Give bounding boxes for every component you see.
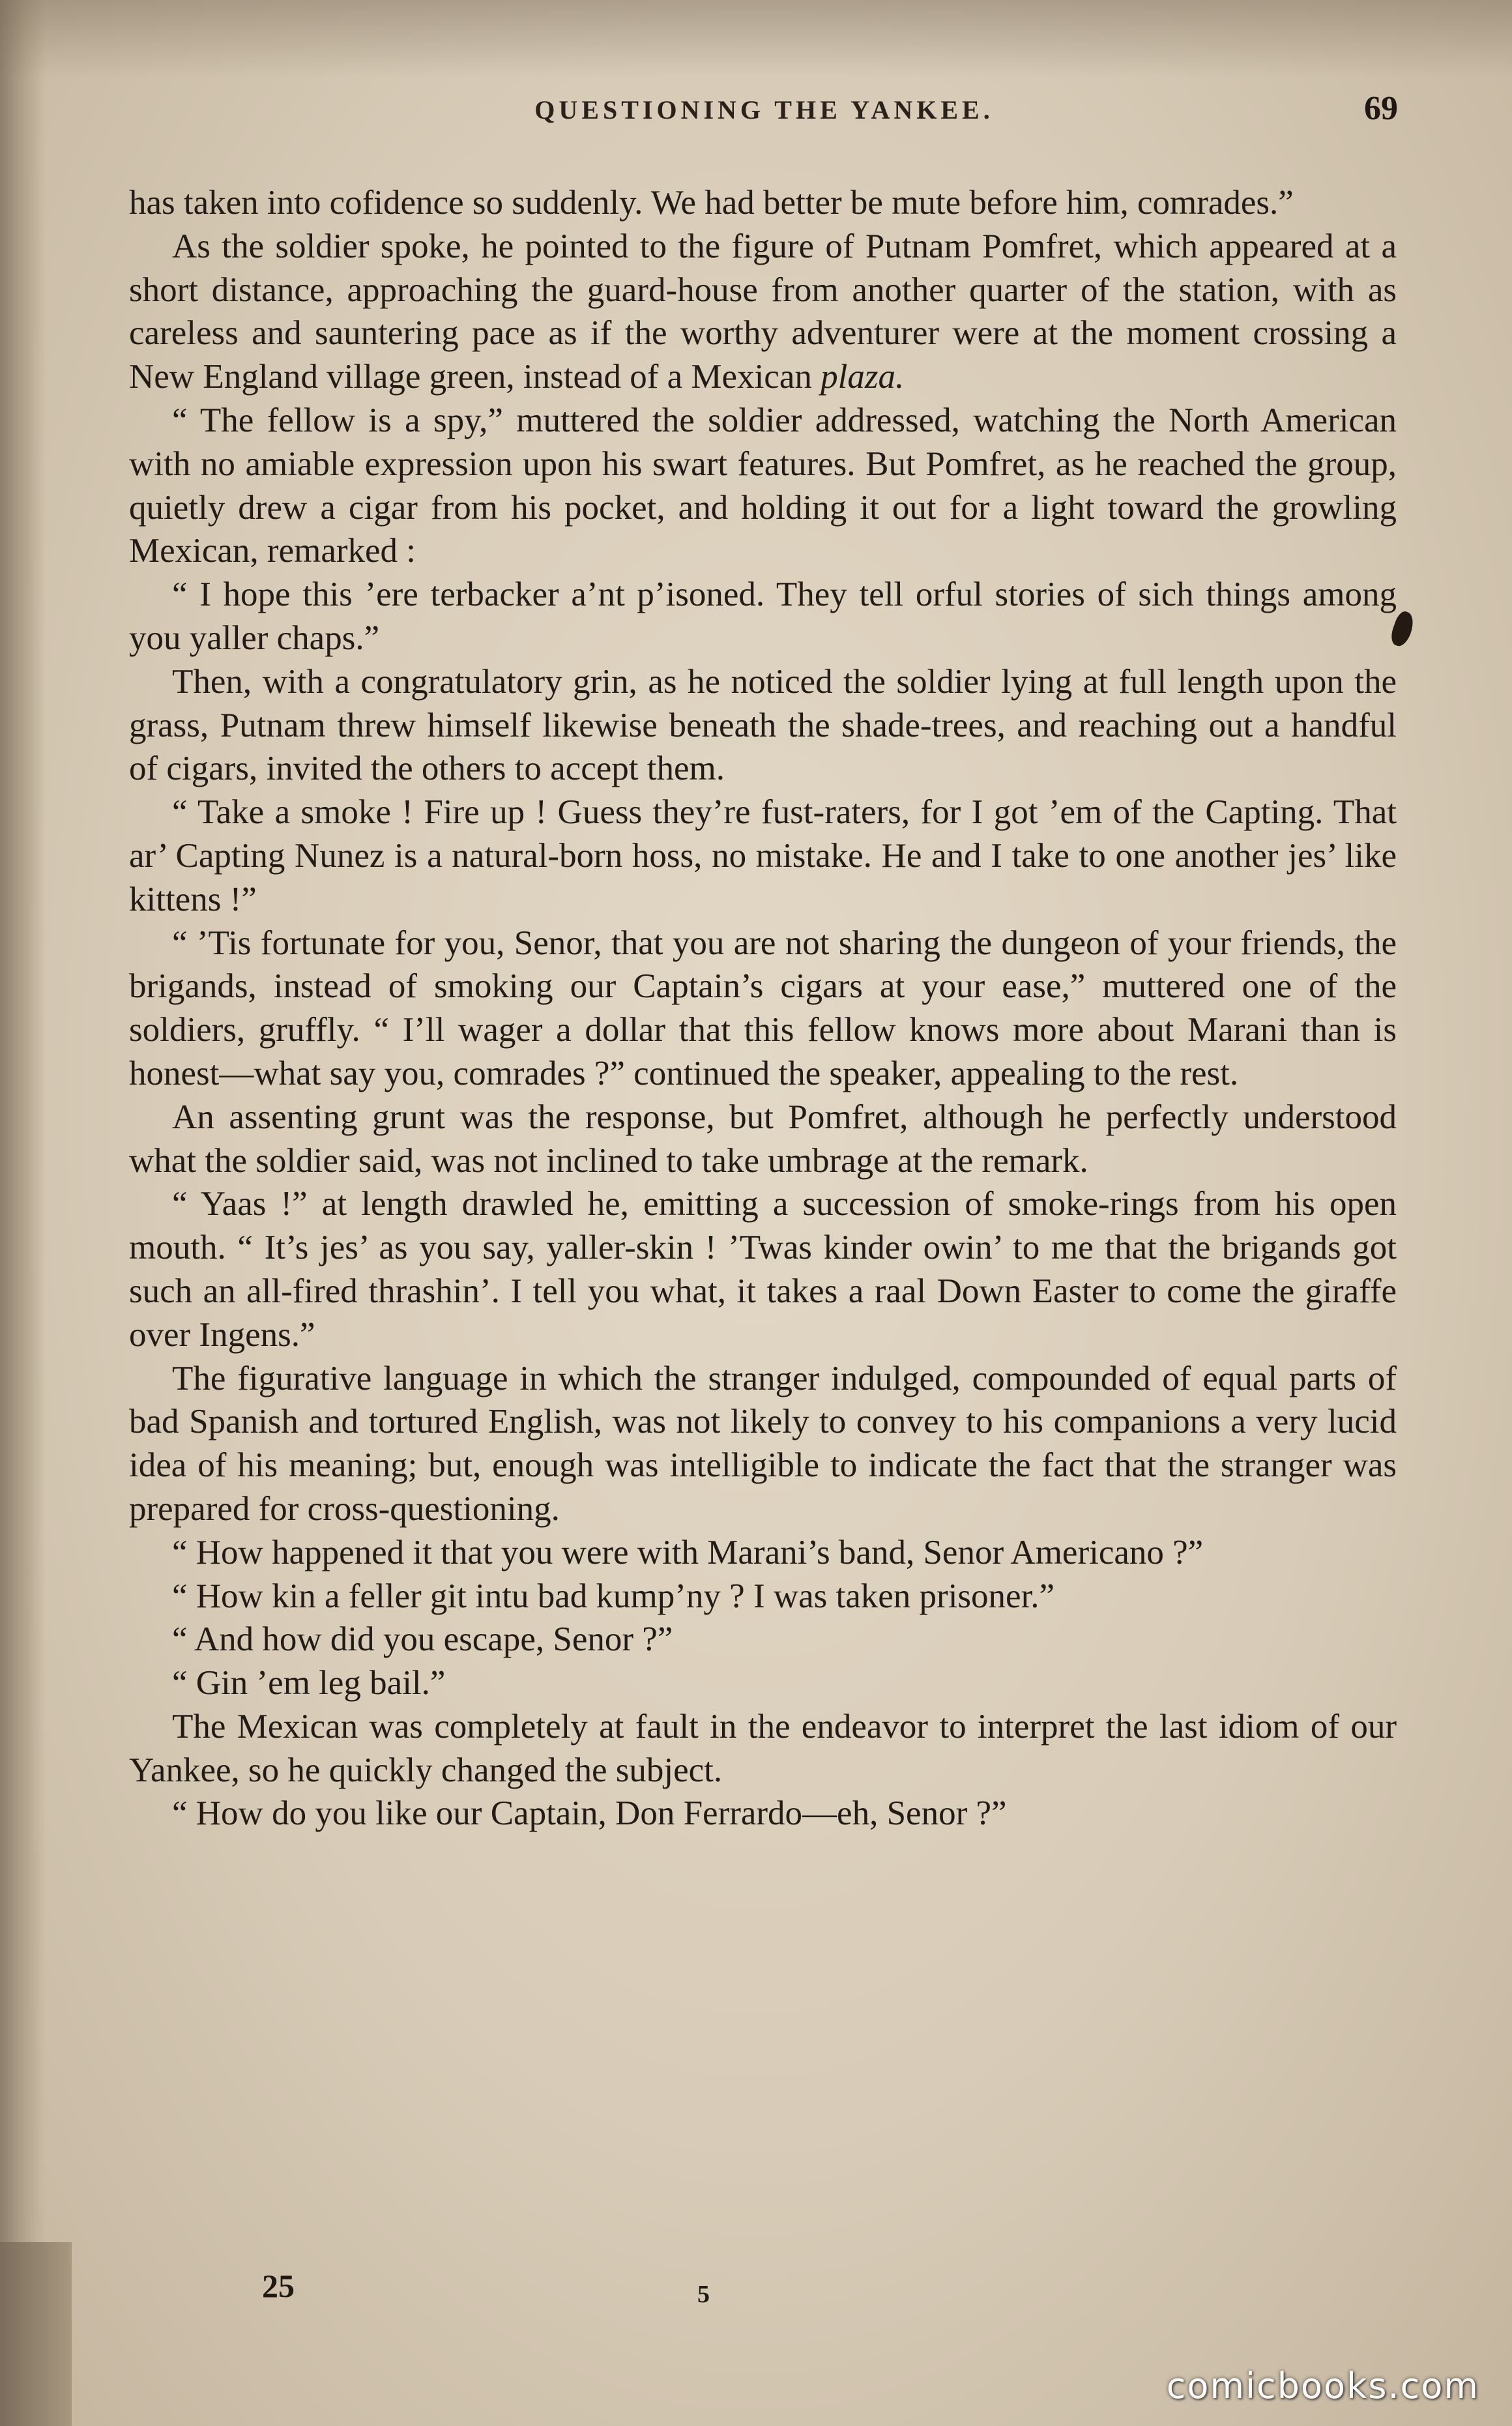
paragraph: “ How happened it that you were with Marani’s band, Senor Americano ?” [172,1533,1204,1571]
paragraph: An assenting grunt was the response, but Pomfret, although he perfectly understood what the soldier said, was not inclined to take umbrage at the remark. [129,1098,1397,1180]
site-watermark: comicbooks.com [1166,2365,1479,2406]
footer-mark: 5 [697,2281,710,2308]
paragraph: “ ’Tis fortunate for you, Senor, that you are not sharing the dungeon of your friends, the brigands, instead of smoking our Captain’s cigars at your ease,” muttered one of the soldiers, gruffly. “ I’ll wager a dollar that this fellow knows more about Marani than is honest—what say you, comrades ?” continued the speaker, appealing to the rest. [129,924,1397,1092]
paragraph: “ How do you like our Captain, Don Ferrardo—eh, Senor ?” [172,1794,1007,1833]
italic-word: plaza. [821,358,905,396]
paragraph: “ Yaas !” at length drawled he, emitting a succession of smoke-rings from his open mouth. “ It’s jes’ as you say, yaller-skin ! ’Twas kinder owin’ to me that the brigands got such an all-fired thrashin’. I tell you what, it takes a raal Down Easter to come the giraffe over Ingens.” [129,1185,1397,1354]
paragraph [129,225,1397,399]
paragraph: “ Take a smoke ! Fire up ! Guess they’re fust-raters, for I got ’em of the Capting. That ar’ Capting Nunez is a natural-born hoss, no mistake. He and I take to one another jes’ like kittens !” [129,793,1397,918]
torn-page-edge [0,2242,72,2426]
paragraph: “ How kin a feller git intu bad kump’ny ? I was taken prisoner.” [172,1577,1055,1615]
body-text [129,181,1397,1835]
paragraph: “ I hope this ’ere terbacker a’nt p’isoned. They tell orful stories of sich things among you yaller chaps.” [129,576,1397,657]
paragraph: The figurative language in which the stranger indulged, compounded of equal parts of bad Spanish and tortured English, was not likely to convey to his companions a very lucid idea of his meaning; but, enough was intelligible to indicate the fact that the stranger was prepared for cross-questioning. [129,1359,1397,1528]
paragraph: “ The fellow is a spy,” muttered the soldier addressed, watching the North American with no amiable expression upon his swart features. But Pomfret, as he reached the group, quietly drew a cigar from his pocket, and holding it out for a light toward the growling Mexican, remarked : [129,401,1397,570]
running-title: QUESTIONING THE YANKEE. [534,95,994,124]
paragraph-text: As the soldier spoke, he pointed to the figure of Putnam Pomfret, which appeared at a short distance, approaching the guard-house from another quarter of the station, with as careless and sauntering pace as if the worthy adventurer were at the moment crossing a New England village green, instead of a Mexican [129,227,1397,396]
paragraph: has taken into cofidence so suddenly. We had better be mute before him, comrades.” [129,184,1294,222]
page-number: 69 [1364,90,1398,127]
running-header [130,90,1398,134]
paragraph: “ And how did you escape, Senor ?” [172,1620,673,1659]
printer-signature: 25 [262,2268,295,2304]
paragraph: “ Gin ’em leg bail.” [172,1664,446,1703]
paragraph: Then, with a congratulatory grin, as he noticed the soldier lying at full length upon the grass, Putnam threw himself likewise beneath the shade-trees, and reaching out a handful of cigars, invited the others to accept them. [129,662,1397,788]
paragraph: The Mexican was completely at fault in the endeavor to interpret the last idiom of our Yankee, so he quickly changed the subject. [129,1707,1397,1789]
